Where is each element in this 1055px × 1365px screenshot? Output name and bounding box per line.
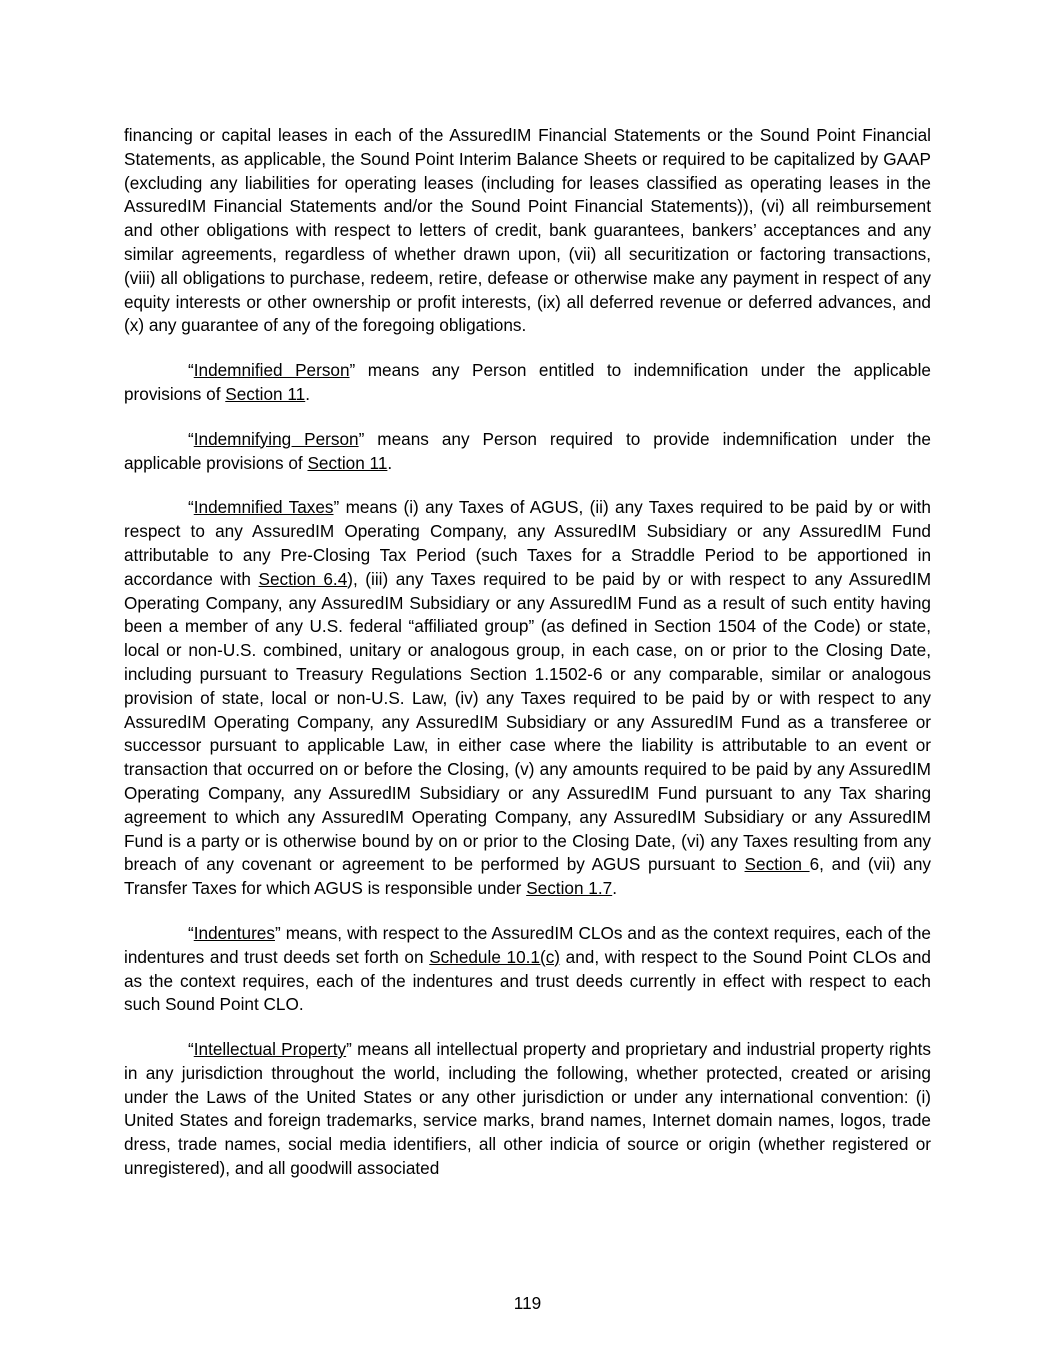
definition-indemnified-person — [124, 359, 931, 407]
open-quote: “ — [188, 1039, 194, 1060]
definition-text: ), (iii) any Taxes required to be paid by or with respect to any AssuredIM Operating Company, any AssuredIM Subsidiary or any AssuredIM Fund as a result of such entity having been a member of any U.S. federal “affiliated group” (as defined in Section 1504 of the Code) or state, local or non-U.S. combined, unitary or analogous group, in each case, on or prior to the Closing Date, including pursuant to Treasury Regulations Section 1.1502-6 or any comparable, similar or analogous provision of state, local or non-U.S. Law, (iv) any Taxes required to be paid by or with respect to any AssuredIM Operating Company, any AssuredIM Subsidiary or any AssuredIM Fund as a transferee or successor pursuant to applicable Law, in either case where the liability is attributable to an event or transaction that occurred on or before the Closing, (v) any amounts required to be paid by any AssuredIM Operating Company, any AssuredIM Subsidiary or any AssuredIM Fund pursuant to any Tax sharing agreement to which any AssuredIM Operating Company, any AssuredIM Subsidiary or any AssuredIM Fund is a party or is otherwise bound by on or prior to the Closing Date, (vi) any Taxes resulting from any breach of any covenant or agreement to be performed by AGUS pursuant to — [124, 568, 932, 875]
defined-term: Indemnified Person — [193, 360, 350, 381]
definition-indemnifying-person — [124, 428, 931, 476]
open-quote: “ — [188, 497, 194, 518]
definition-text: . — [387, 452, 393, 473]
section-reference: Section 11 — [225, 383, 306, 404]
section-reference: Section — [744, 854, 810, 875]
definition-indentures — [124, 922, 931, 1017]
document-body — [124, 124, 931, 1202]
definition-text: 6, and (vii) any Transfer Taxes for which AGUS is responsible under — [124, 854, 931, 899]
open-quote: “ — [188, 360, 194, 381]
defined-term: Intellectual Property — [193, 1039, 347, 1060]
section-reference: Section 1.7 — [526, 878, 613, 899]
definition-indemnified-taxes — [124, 496, 931, 901]
definition-text: ” means any Person required to provide indemnification under the applicable provisions of — [124, 428, 931, 473]
definition-text: ” means any Person entitled to indemnification under the applicable provisions of — [124, 360, 931, 404]
definition-text: . — [612, 878, 617, 899]
defined-term: Indemnified Taxes — [193, 497, 334, 518]
paragraph-continuation: financing or capital leases in each of the AssuredIM Financial Statements or the Sound Point Financial Statements, as applicable, the Sound Point Interim Balance Sheets or required to be capitalized by GAAP (excluding any liabilities for operating leases (including for leases classified as operating leases in the AssuredIM Financial Statements and/or the Sound Point Financial Statements)), (vi) all reimbursement and other obligations with respect to letters of credit, bank guarantees, bankers’ acceptances and any similar agreements, regardless of whether drawn upon, (vii) all securitization or factoring transactions, (viii) all obligations to purchase, redeem, retire, defease or otherwise make any payment in respect of any equity interests or other ownership or profit interests, (ix) all deferred revenue or deferred advances, and (x) any guarantee of any of the foregoing obligations. — [124, 125, 931, 336]
defined-term: Indentures — [193, 922, 275, 943]
schedule-reference: Schedule 10.1(c) — [429, 946, 561, 967]
definition-text: . — [305, 383, 310, 404]
definition-text: and, with respect to the Sound Point CLOs and as the context requires, each of the indentures and trust deeds currently in effect with respect to each such Sound Point CLO. — [124, 946, 931, 1015]
definition-text: ” means all intellectual property and proprietary and industrial property rights in any jurisdiction throughout the world, including the following, whether protected, created or arising under the Laws of the United States or any other jurisdiction or under any international convention: (i) United States and foreign trademarks, service marks, brand names, Internet domain names, logos, trade dress, trade names, social media identifiers, all other indicia of source or origin (whether registered or unregistered), and all goodwill associated — [124, 1039, 931, 1179]
definition-text: ” means, with respect to the AssuredIM CLOs and as the context requires, each of the indentures and trust deeds set forth on — [124, 922, 931, 967]
page-number: 119 — [513, 1293, 542, 1313]
section-reference: Section 11 — [307, 452, 388, 473]
section-reference: Section 6.4 — [258, 568, 348, 589]
open-quote: “ — [188, 428, 194, 449]
definition-intellectual-property — [124, 1038, 931, 1181]
defined-term: Indemnifying Person — [193, 428, 359, 449]
definition-text: ” means (i) any Taxes of AGUS, (ii) any Taxes required to be paid by or with respect to any AssuredIM Operating Company, any AssuredIM Subsidiary or any AssuredIM Fund attributable to any Pre-Closing Tax Period (such Taxes for a Straddle Period to be apportioned in accordance with — [124, 497, 931, 589]
open-quote: “ — [188, 922, 194, 943]
